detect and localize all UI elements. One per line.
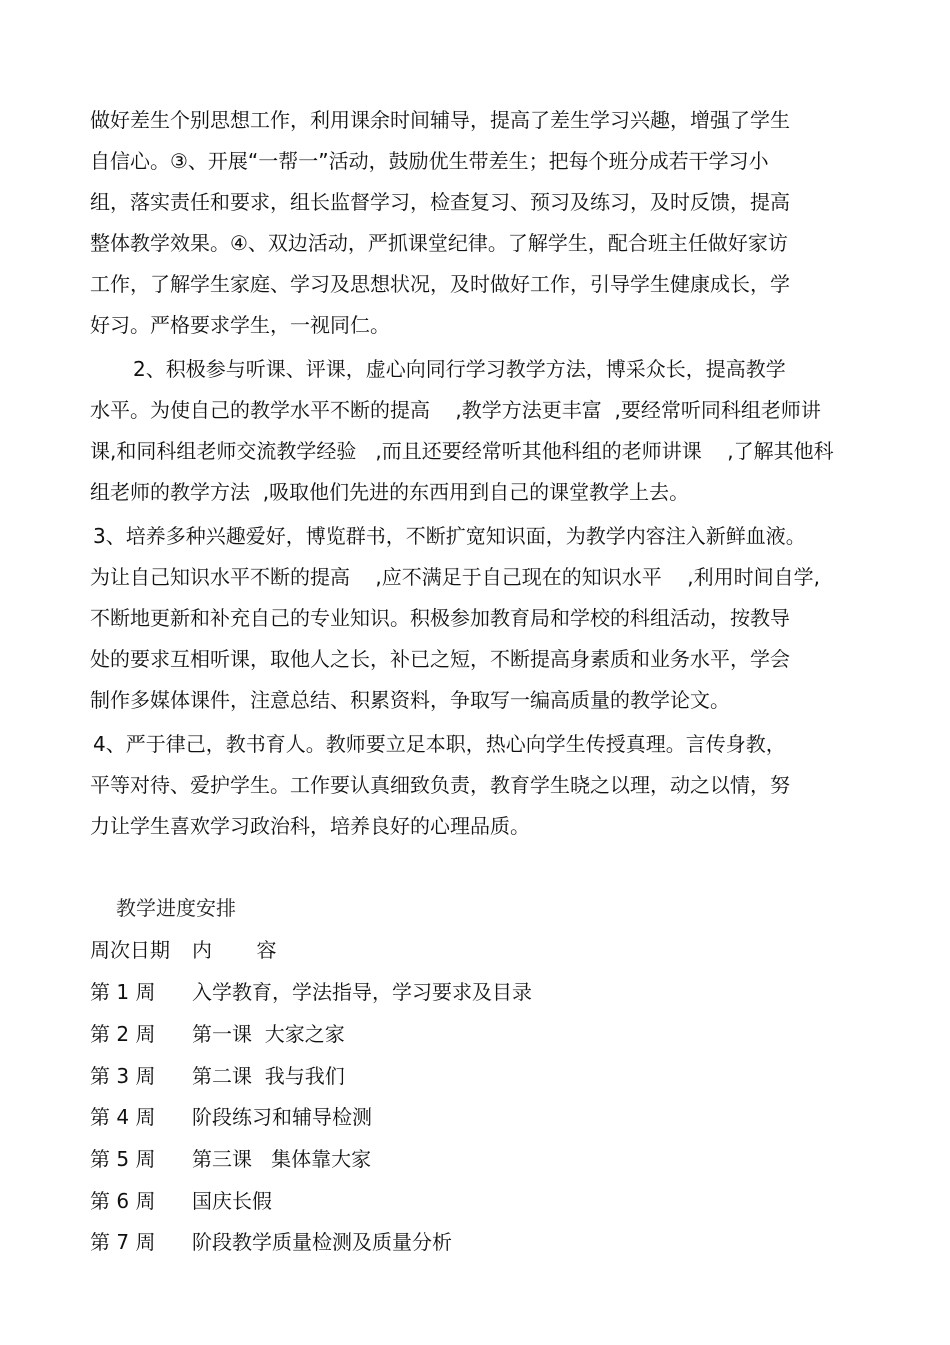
paragraph-line: 2、积极参与听课、评课，虚心向同行学习教学方法，博采众长，提高教学 — [133, 357, 786, 381]
paragraph-line: 工作，了解学生家庭、学习及思想状况，及时做好工作，引导学生健康成长，学 — [90, 272, 790, 296]
schedule-week: 第 7 周 — [90, 1230, 156, 1254]
paragraph-line: 平等对待、爱护学生。工作要认真细致负责，教育学生晓之以理，动之以情，努 — [90, 773, 790, 797]
schedule-content: 国庆长假 — [192, 1189, 272, 1213]
paragraph-line: 组，落实责任和要求，组长监督学习，检查复习、预习及练习，及时反馈，提高 — [90, 190, 790, 214]
schedule-content: 第一课 大家之家 — [192, 1022, 345, 1046]
schedule-week: 第 5 周 — [90, 1147, 156, 1171]
schedule-week: 第 6 周 — [90, 1189, 156, 1213]
schedule-row — [90, 980, 532, 1004]
paragraph-line: 组老师的教学方法 ,吸取他们先进的东西用到自己的课堂教学上去。 — [90, 480, 690, 504]
paragraph-line: 课,和同科组老师交流教学经验 ,而且还要经常听其他科组的老师讲课 ,了解其他科 — [90, 439, 834, 463]
paragraph-line: 好习。严格要求学生，一视同仁。 — [90, 313, 390, 337]
paragraph-line: 自信心。③、开展“一帮一”活动，鼓励优生带差生；把每个班分成若干学习小 — [90, 149, 769, 173]
schedule-content: 阶段教学质量检测及质量分析 — [192, 1230, 452, 1254]
paragraph-line: 力让学生喜欢学习政治科，培养良好的心理品质。 — [90, 814, 530, 838]
paragraph-line: 整体教学效果。④、双边活动，严抓课堂纪律。了解学生，配合班主任做好家访 — [90, 231, 788, 255]
paragraph-line: 3、培养多种兴趣爱好，博览群书，不断扩宽知识面，为教学内容注入新鲜血液。 — [93, 524, 806, 548]
paragraph-line: 不断地更新和补充自己的专业知识。积极参加教育局和学校的科组活动，按教导 — [90, 606, 790, 630]
schedule-week: 第 2 周 — [90, 1022, 156, 1046]
paragraph-line: 做好差生个别思想工作，利用课余时间辅导，提高了差生学习兴趣，增强了学生 — [90, 108, 790, 132]
schedule-row — [90, 1189, 272, 1213]
paragraph-line: 制作多媒体课件，注意总结、积累资料，争取写一编高质量的教学论文。 — [90, 688, 730, 712]
header-week: 周次日期 — [90, 938, 170, 962]
schedule-week: 第 4 周 — [90, 1105, 156, 1129]
paragraph-line: 水平。为使自己的教学水平不断的提高 ,教学方法更丰富 ,要经常听同科组老师讲 — [90, 398, 821, 422]
paragraph-line: 为让自己知识水平不断的提高 ,应不满足于自己现在的知识水平 ,利用时间自学, — [90, 565, 820, 589]
schedule-week: 第 3 周 — [90, 1064, 156, 1088]
schedule-content: 阶段练习和辅导检测 — [192, 1105, 372, 1129]
schedule-row — [90, 1064, 345, 1088]
schedule-title: 教学进度安排 — [116, 896, 236, 920]
schedule-week: 第 1 周 — [90, 980, 156, 1004]
schedule-row — [90, 1105, 372, 1129]
schedule-header — [90, 938, 277, 962]
schedule-content: 第二课 我与我们 — [192, 1064, 345, 1088]
paragraph-line: 4、严于律己，教书育人。教师要立足本职，热心向学生传授真理。言传身教， — [93, 732, 786, 756]
schedule-content: 入学教育，学法指导，学习要求及目录 — [192, 980, 532, 1004]
schedule-row — [90, 1230, 452, 1254]
paragraph-line: 处的要求互相听课，取他人之长，补已之短，不断提高身素质和业务水平，学会 — [90, 647, 790, 671]
header-content: 内 容 — [192, 938, 277, 962]
schedule-row — [90, 1022, 345, 1046]
schedule-row — [90, 1147, 372, 1171]
schedule-content: 第三课 集体靠大家 — [192, 1147, 372, 1171]
